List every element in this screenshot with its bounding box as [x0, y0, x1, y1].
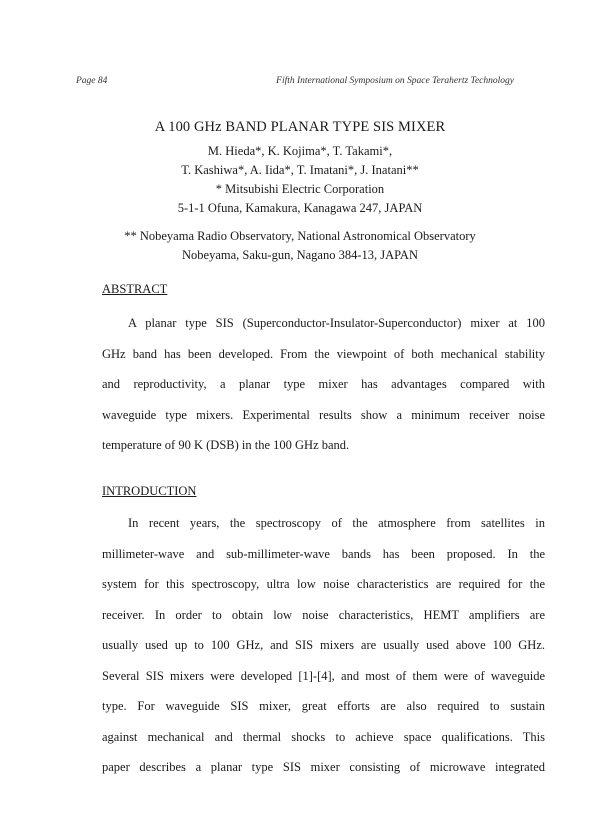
- running-header: [76, 76, 514, 90]
- abstract-line: and reproductivity, a planar type mixer has advantages compared with: [102, 377, 545, 391]
- introduction-line: system for this spectroscopy, ultra low noise characteristics are required for the: [102, 577, 545, 591]
- introduction-line: receiver. In order to obtain low noise characteristics, HEMT amplifiers are: [102, 607, 545, 622]
- affiliation-1-line-2: 5-1-1 Ofuna, Kamakura, Kanagawa 247, JAPAN: [177, 201, 423, 215]
- authors-line-1: M. Hieda*, K. Kojima*, T. Takami*,: [207, 144, 393, 158]
- introduction-heading: INTRODUCTION: [102, 484, 197, 498]
- abstract-line: waveguide type mixers. Experimental results show a minimum receiver noise: [102, 407, 545, 422]
- page-number: Page 84: [76, 76, 108, 86]
- abstract-line: temperature of 90 K (DSB) in the 100 GHz band.: [102, 438, 350, 452]
- affiliation-2-line-2: Nobeyama, Saku-gun, Nagano 384-13, JAPAN: [182, 248, 418, 262]
- paper-title: A 100 GHz BAND PLANAR TYPE SIS MIXER: [154, 119, 446, 135]
- introduction-line: usually used up to 100 GHz, and SIS mixers are usually used above 100 GHz.: [102, 638, 545, 652]
- abstract-line: A planar type SIS (Superconductor-Insulator-Superconductor) mixer at 100: [128, 316, 545, 330]
- introduction-line: In recent years, the spectroscopy of the atmosphere from satellites in: [128, 516, 545, 530]
- introduction-line: against mechanical and thermal shocks to achieve space qualifications. This: [102, 729, 545, 744]
- title-block: [60, 119, 540, 265]
- introduction-body: [102, 508, 545, 783]
- introduction-line: type. For waveguide SIS mixer, great efforts are also required to sustain: [102, 699, 545, 713]
- introduction-line: millimeter-wave and sub-millimeter-wave bands has been proposed. In the: [102, 546, 545, 561]
- abstract-heading: ABSTRACT: [102, 282, 168, 296]
- affiliation-1-line-1: * Mitsubishi Electric Corporation: [215, 182, 385, 196]
- authors-line-2: T. Kashiwa*, A. Iida*, T. Imatani*, J. Inatani**: [181, 163, 419, 177]
- introduction-line: paper describes a planar type SIS mixer consisting of microwave integrated: [102, 760, 545, 774]
- affiliation-2-line-1: ** Nobeyama Radio Observatory, National Astronomical Observatory: [124, 229, 476, 243]
- proceedings-title: Fifth International Symposium on Space Terahertz Technology: [276, 76, 514, 86]
- introduction-line: Several SIS mixers were developed [1]-[4], and most of them were of waveguide: [102, 668, 545, 683]
- abstract-line: GHz band has been developed. From the viewpoint of both mechanical stability: [102, 346, 545, 361]
- abstract-body: [102, 308, 545, 461]
